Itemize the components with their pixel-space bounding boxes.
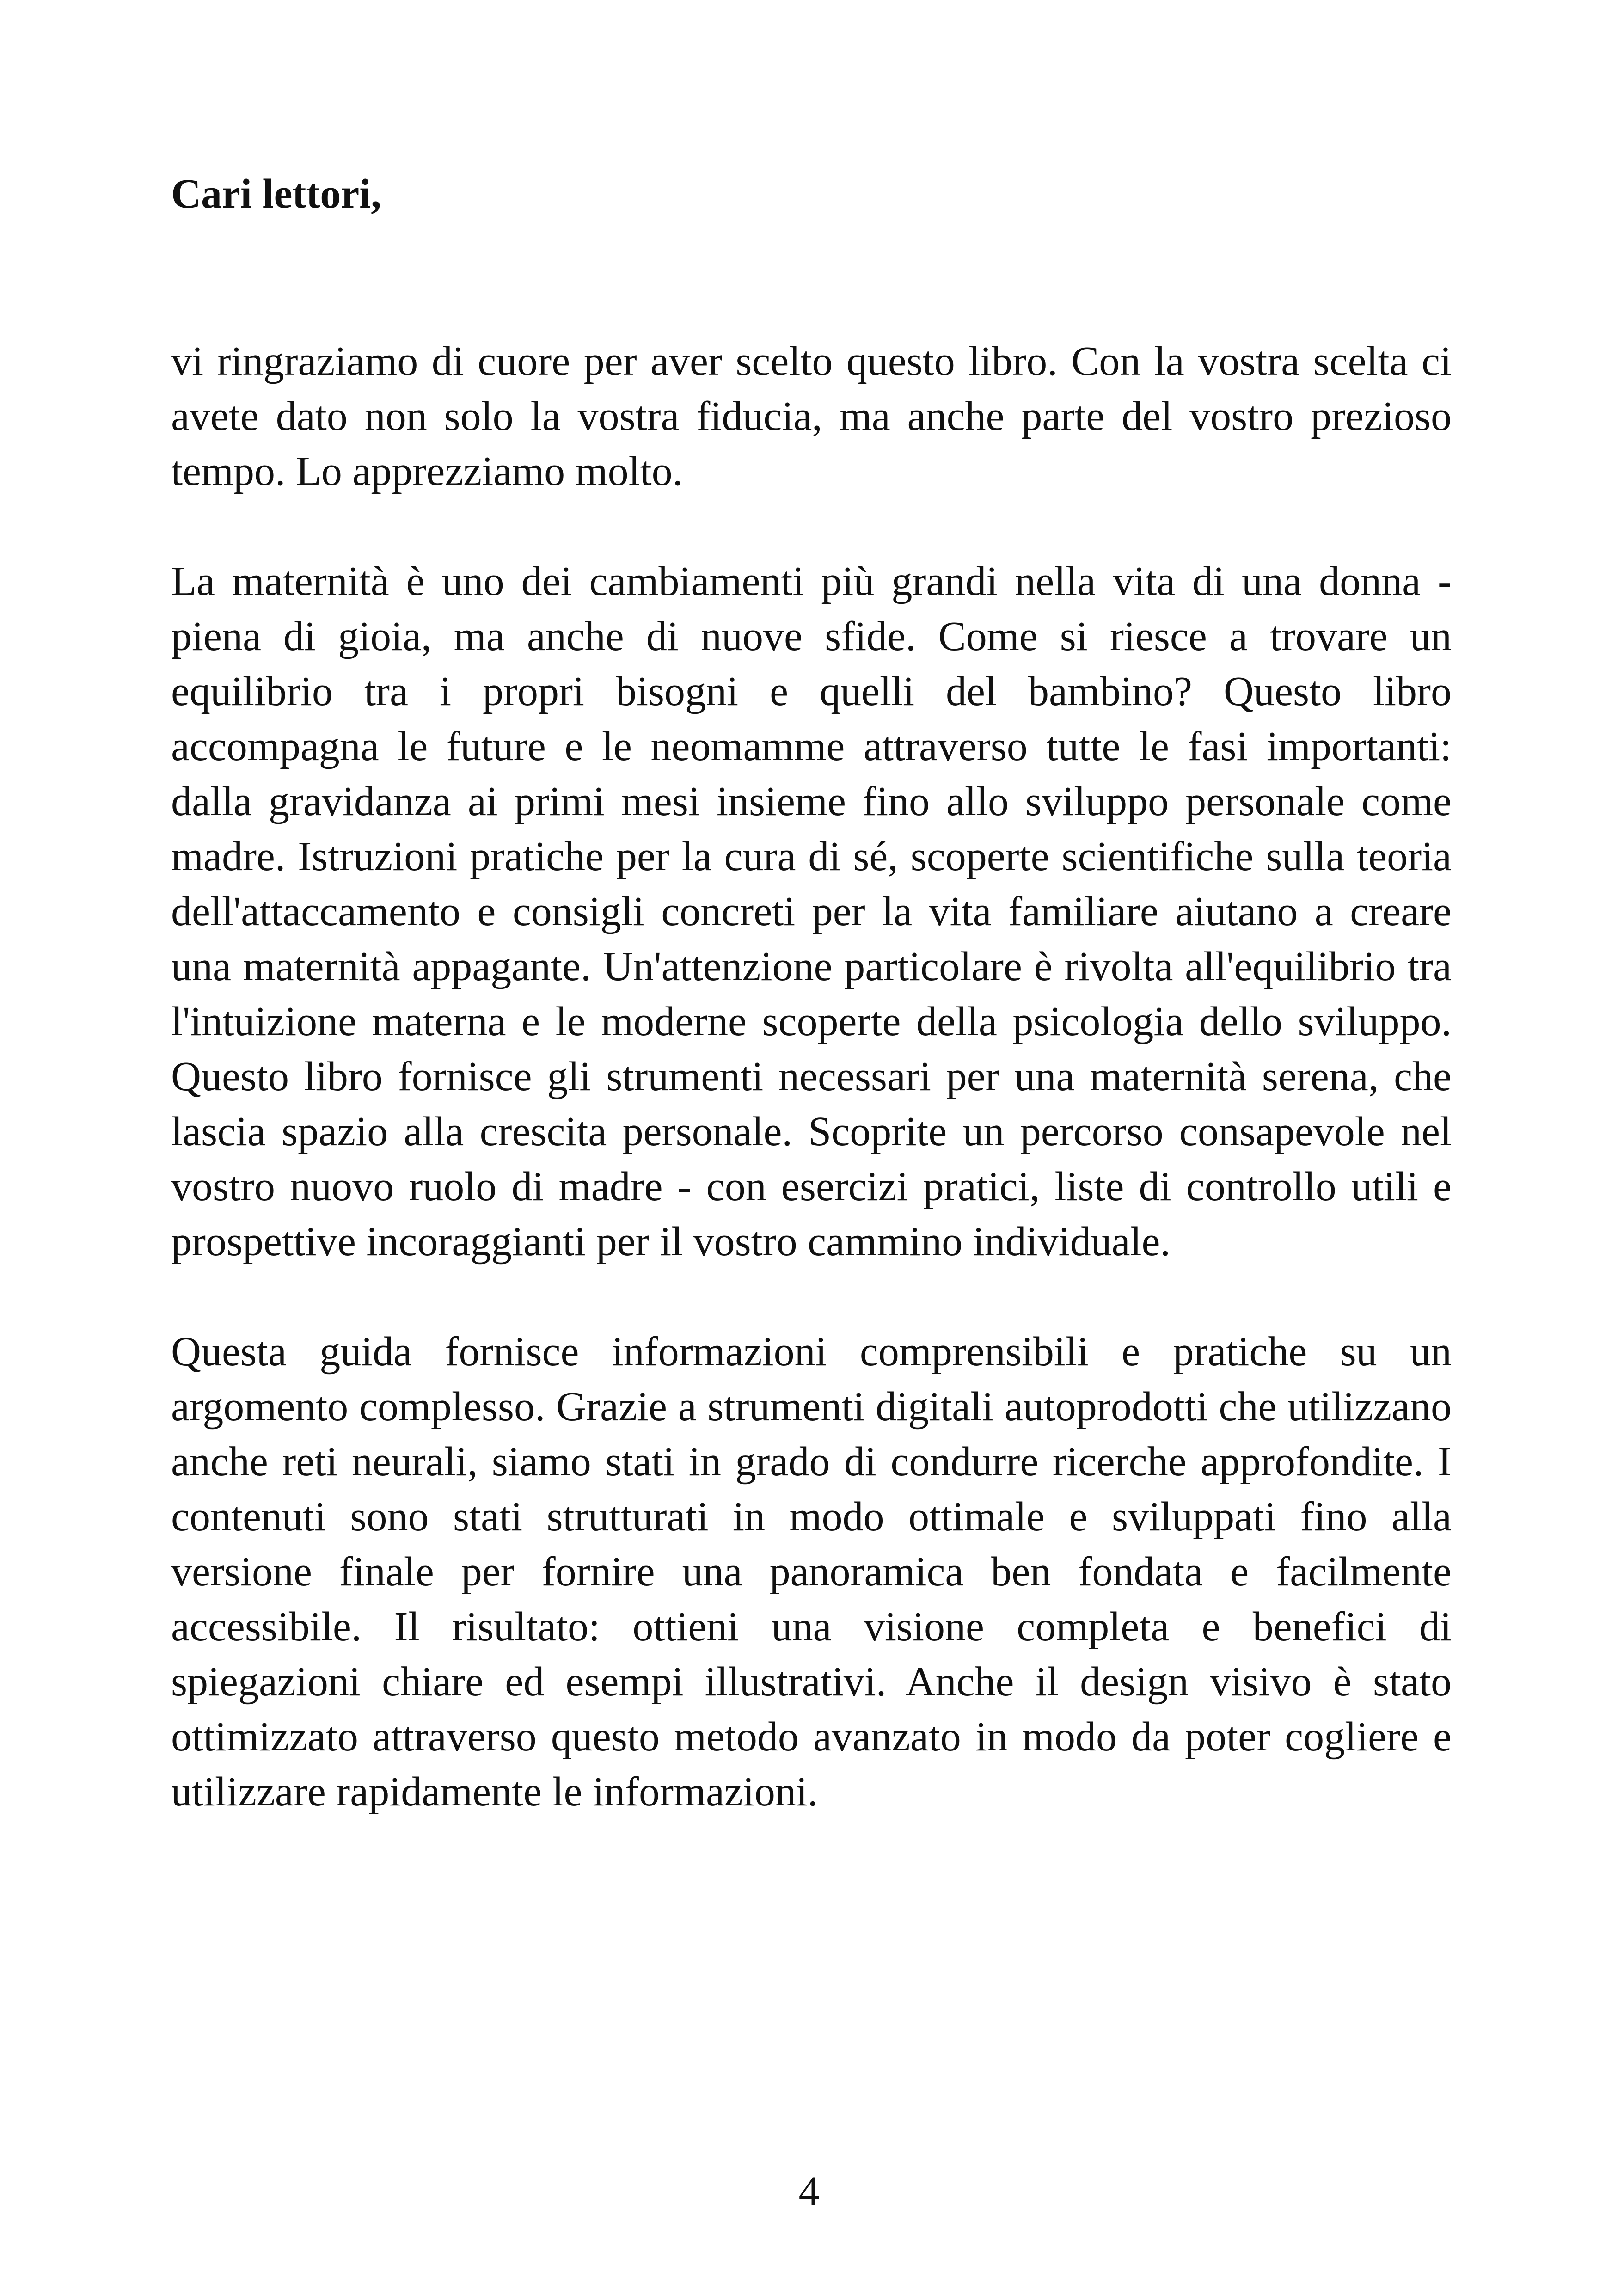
- paragraph-guide-method: Questa guida fornisce informazioni comprensibili e pratiche su un argomento complesso. Grazie a strumenti digitali autoprodotti che utilizzano anche reti neurali, siamo stati in grado di condurre ricerche approfondite. I contenuti sono stati strutturati in modo ottimale e sviluppati fino alla versione finale per fornire una panoramica ben fondata e facilmente accessibile. Il risultato: ottieni una visione completa e benefici di spiegazioni chiare ed esempi illustrativi. Anche il design visivo è stato ottimizzato attraverso questo metodo avanzato in modo da poter cogliere e utilizzare rapidamente le informazioni.: [171, 1329, 1452, 1815]
- paragraph-book-description: La maternità è uno dei cambiamenti più grandi nella vita di una donna - piena di gioia, ma anche di nuove sfide. Come si riesce a trovare un equilibrio tra i propri bisogni e quelli del bambino? Questo libro accompagna le future e le neomamme attraverso tutte le fasi importanti: dalla gravidanza ai primi mesi insieme fino allo sviluppo personale come madre. Istruzioni pratiche per la cura di sé, scoperte scientifiche sulla teoria dell'attaccamento e consigli concreti per la vita familiare aiutano a creare una maternità appagante. Un'attenzione particolare è rivolta all'equilibrio tra l'intuizione materna e le moderne scoperte della psicologia dello sviluppo. Questo libro fornisce gli strumenti necessari per una maternità serena, che lascia spazio alla crescita personale. Scoprite un percorso consapevole nel vostro nuovo ruolo di madre - con esercizi pratici, liste di controllo utili e prospettive incoraggianti per il vostro cammino individuale.: [171, 559, 1452, 1265]
- paragraph-thanks: vi ringraziamo di cuore per aver scelto questo libro. Con la vostra scelta ci avete dato non solo la vostra fiducia, ma anche parte del vostro prezioso tempo. Lo apprezziamo molto.: [171, 338, 1452, 494]
- page-number: 4: [798, 2168, 820, 2214]
- salutation-heading: Cari lettori,: [171, 171, 381, 217]
- letter-body: [171, 166, 1452, 1819]
